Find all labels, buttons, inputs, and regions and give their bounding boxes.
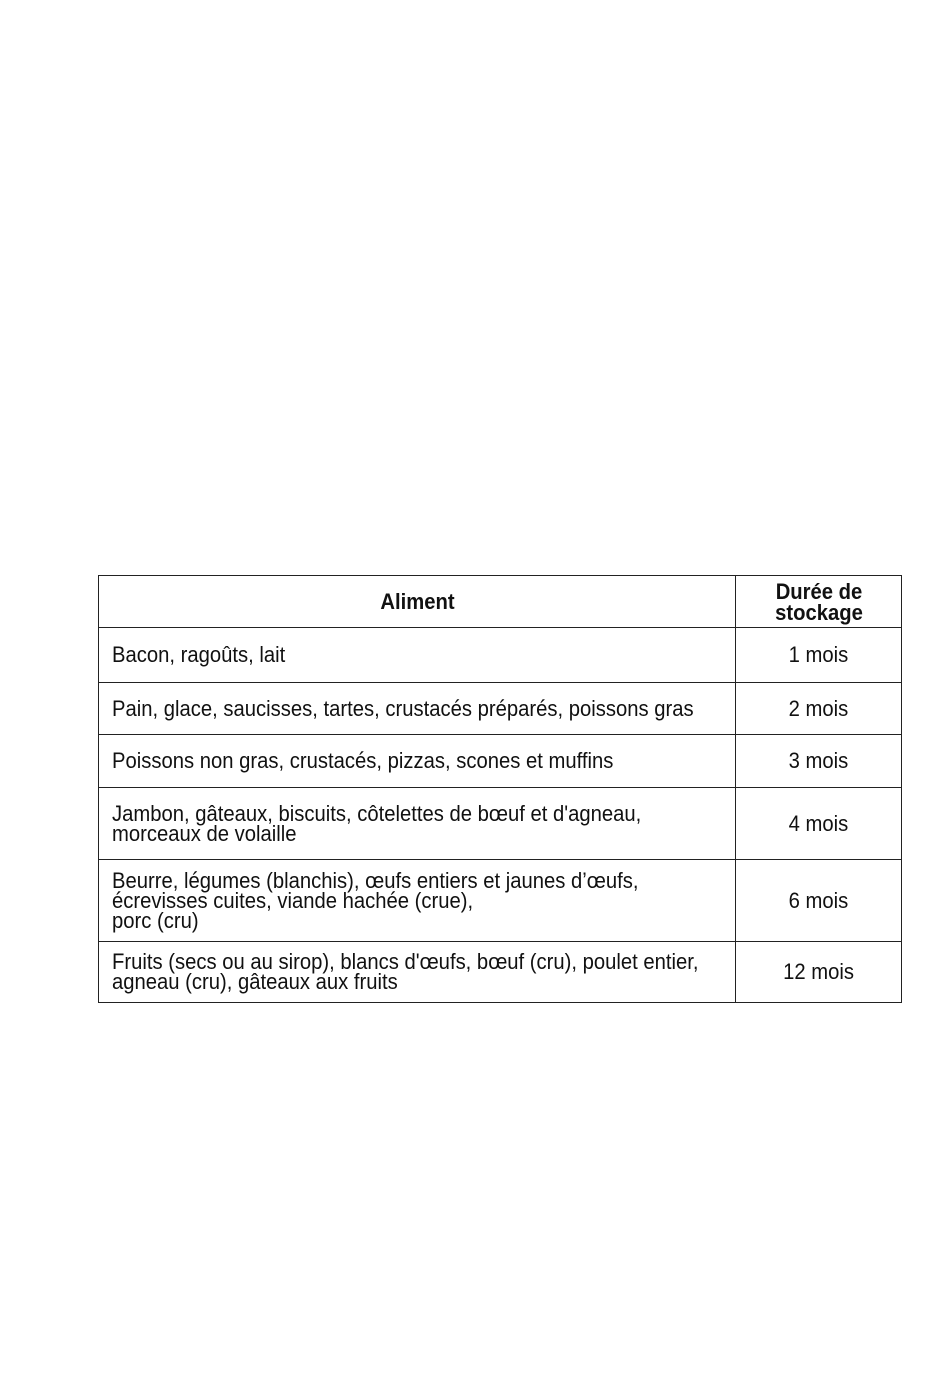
header-food: Aliment (124, 576, 710, 628)
header-duration (742, 576, 895, 628)
food-cell: Bacon, ragoûts, lait (99, 628, 736, 683)
duration-cell: 6 mois (736, 860, 902, 942)
table-row (99, 788, 902, 860)
duration-cell: 4 mois (736, 788, 902, 860)
table-row (99, 860, 902, 942)
header-duration-line2: stockage (774, 599, 863, 625)
food-cell: Fruits (secs ou au sirop), blancs d'œufs, bœuf (cru), poulet entier, agneau (cru), gâteaux aux fruits (99, 942, 736, 1003)
food-cell-line2: porc (cru) (112, 907, 199, 933)
food-cell (99, 860, 736, 942)
duration-cell: 1 mois (736, 628, 902, 683)
duration-cell: 3 mois (736, 735, 902, 788)
header-duration-line1: Durée de (775, 578, 862, 604)
table-row (99, 735, 902, 788)
food-cell: Poissons non gras, crustacés, pizzas, scones et muffins (99, 735, 736, 788)
food-cell-line1: Beurre, légumes (blanchis), œufs entiers et jaunes d’œufs, écrevisses cuites, viande hachée (crue), (112, 867, 639, 913)
food-cell: Jambon, gâteaux, biscuits, côtelettes de bœuf et d'agneau, morceaux de volaille (99, 788, 736, 860)
food-cell: Pain, glace, saucisses, tartes, crustacés préparés, poissons gras (99, 683, 736, 735)
table-header-row (99, 576, 902, 628)
table-row (99, 942, 902, 1003)
table-row (99, 628, 902, 683)
duration-cell: 12 mois (736, 942, 902, 1003)
table-row (99, 683, 902, 735)
duration-cell: 2 mois (736, 683, 902, 735)
storage-duration-table (98, 575, 902, 1003)
